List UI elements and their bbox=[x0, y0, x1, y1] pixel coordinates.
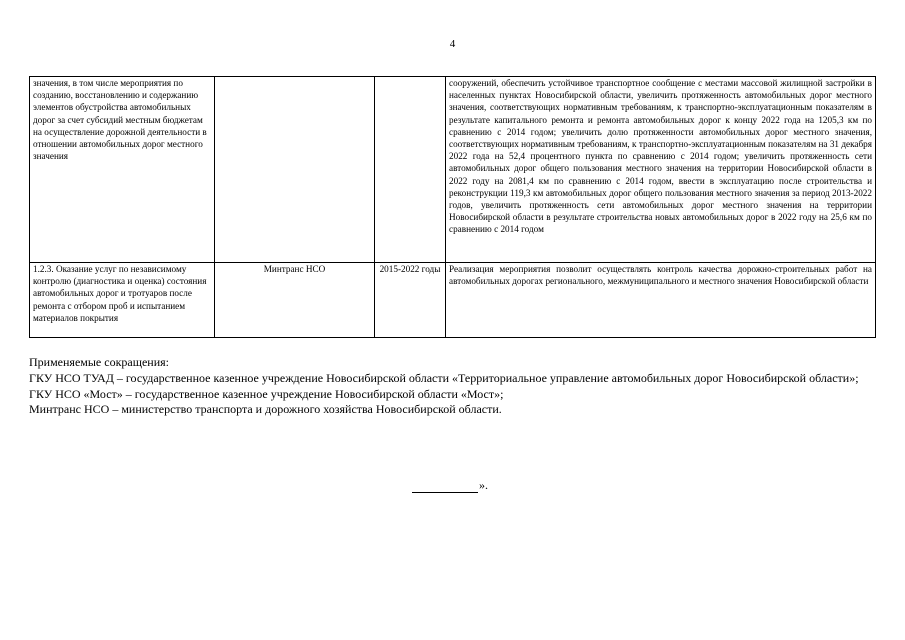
responsible-cell bbox=[215, 77, 375, 263]
measures-table bbox=[29, 76, 876, 338]
result-cell: Реализация мероприятия позволит осуществлять контроль качества дорожно-строительных работ на автомобильных дорогах регионального, межмуниципального и местного значения Новосибирской области bbox=[446, 263, 876, 338]
table-row bbox=[30, 263, 876, 338]
responsible-cell: Минтранс НСО bbox=[215, 263, 375, 338]
result-cell: сооружений, обеспечить устойчивое транспортное сообщение с местами массовой жилищной застройки в населенных пунктах Новосибирской области, увеличить протяженность автомобильных дорог местного значения, соответствующих нормативным требованиям, к транспортно-эксплуатационным показателям в результате капитального ремонта и ремонта автомобильных дорог к концу 2022 года на 1205,3 км по сравнению с 2014 годом; увеличить долю протяженности автомобильных дорог местного значения, соответствующих нормативным требованиям, к транспортно-эксплуатационным показателям на 31 декабря 2022 года на 52,4 процентного пункта по сравнению с 2014 годом; увеличить протяженность сети автомобильных дорог общего пользования местного значения на территории Новосибирской области в 2022 году на 2081,4 км по сравнению с 2014 годом, ввести в эксплуатацию после строительства и реконструкции 119,3 км автомобильных дорог общего пользования местного значения за период 2013-2022 годов, увеличить протяженность сети автомобильных дорог местного значения на территории Новосибирской области в результате строительства новых автомобильных дорог в 2022 году на 25,6 км по сравнению с 2014 годом bbox=[446, 77, 876, 263]
activity-cell: значения, в том числе мероприятия по созданию, восстановлению и содержанию элементов обустройства автомобильных дорог за счет субсидий местным бюджетам на осуществление дорожной деятельности в отношении автомобильных дорог местного значения bbox=[30, 77, 215, 263]
abbreviation-item: ГКУ НСО ТУАД – государственное казенное учреждение Новосибирской области «Территориальное управление автомобильных дорог Новосибирской области»; bbox=[29, 371, 859, 385]
activity-cell: 1.2.3. Оказание услуг по независимому контролю (диагностика и оценка) состояния автомобильных дорог и тротуаров после ремонта с отбором проб и испытанием материалов покрытия bbox=[30, 263, 215, 338]
period-cell bbox=[375, 77, 446, 263]
abbreviations-list bbox=[29, 371, 879, 418]
page-number: 4 bbox=[449, 38, 456, 50]
closing-quote: ». bbox=[479, 478, 488, 492]
closing-mark bbox=[412, 478, 488, 493]
abbreviation-item: ГКУ НСО «Мост» – государственное казенное учреждение Новосибирской области «Мост»; bbox=[29, 386, 504, 401]
signature-line bbox=[412, 481, 478, 493]
period-cell: 2015-2022 годы bbox=[375, 263, 446, 338]
table-row bbox=[30, 77, 876, 263]
abbreviations-title: Применяемые сокращения: bbox=[29, 355, 170, 369]
abbreviation-item: Минтранс НСО – министерство транспорта и дорожного хозяйства Новосибирской области. bbox=[29, 402, 502, 416]
